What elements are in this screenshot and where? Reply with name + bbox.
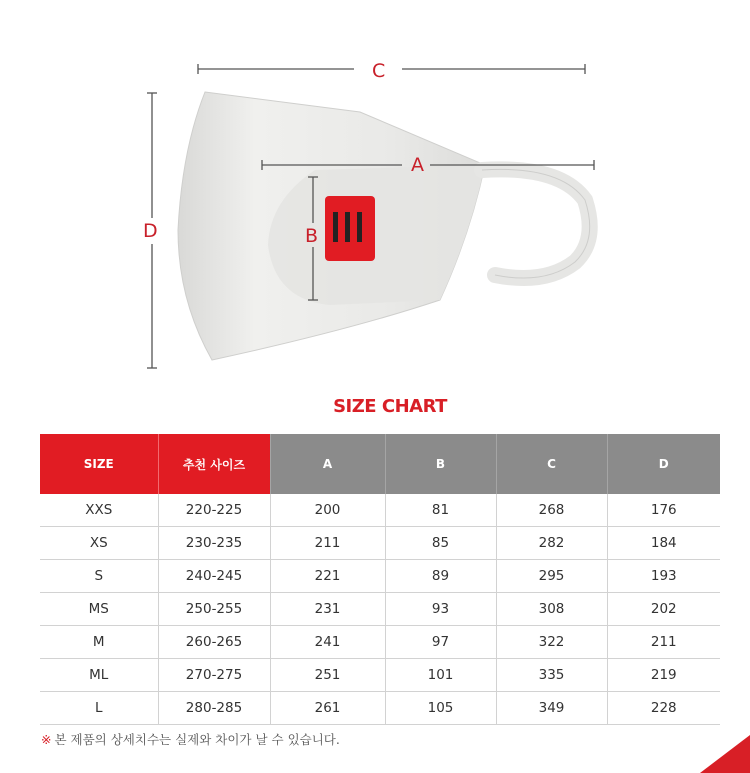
dimension-b-label: B [305,225,319,247]
cell-c: 349 [496,692,607,725]
dimension-c-label: C [372,60,386,82]
cell-c: 322 [496,626,607,659]
cell-recommended-size: 260-265 [158,626,270,659]
cell-d: 228 [607,692,720,725]
size-chart-table [40,434,720,725]
cell-d: 184 [607,527,720,560]
cell-a: 200 [270,494,385,527]
footnote [41,730,340,748]
cell-b: 85 [385,527,496,560]
cell-c: 335 [496,659,607,692]
corner-accent [700,735,750,773]
cell-recommended-size: 220-225 [158,494,270,527]
cell-recommended-size: 270-275 [158,659,270,692]
cell-b: 89 [385,560,496,593]
cell-a: 241 [270,626,385,659]
cell-size: MS [40,593,158,626]
cell-recommended-size: 250-255 [158,593,270,626]
header-d: D [607,434,720,494]
cell-b: 93 [385,593,496,626]
cell-a: 211 [270,527,385,560]
dimension-c-line [198,64,585,74]
cell-d: 176 [607,494,720,527]
table-row [40,560,720,593]
table-row [40,659,720,692]
cell-a: 221 [270,560,385,593]
cell-recommended-size: 240-245 [158,560,270,593]
cell-b: 81 [385,494,496,527]
footnote-text: 본 제품의 상세치수는 실제와 차이가 날 수 있습니다. [54,732,340,747]
cell-a: 261 [270,692,385,725]
dimension-d-label: D [143,220,158,242]
cell-d: 219 [607,659,720,692]
cell-b: 105 [385,692,496,725]
size-chart-title: SIZE CHART [333,396,447,417]
cell-size: ML [40,659,158,692]
cell-size: XXS [40,494,158,527]
cell-size: M [40,626,158,659]
cell-d: 202 [607,593,720,626]
cell-a: 251 [270,659,385,692]
table-header-row [40,434,720,494]
cell-c: 308 [496,593,607,626]
table-row [40,494,720,527]
cell-d: 211 [607,626,720,659]
cell-recommended-size: 280-285 [158,692,270,725]
header-c: C [496,434,607,494]
cell-size: XS [40,527,158,560]
header-b: B [385,434,496,494]
heel-strap [482,169,590,278]
footnote-mark: ※ [41,732,52,747]
table-row [40,527,720,560]
cell-recommended-size: 230-235 [158,527,270,560]
cell-size: L [40,692,158,725]
cell-c: 282 [496,527,607,560]
table-row [40,692,720,725]
header-a: A [270,434,385,494]
table-row [40,593,720,626]
cell-b: 101 [385,659,496,692]
cell-b: 97 [385,626,496,659]
foot-pocket [268,165,485,305]
cell-size: S [40,560,158,593]
cell-d: 193 [607,560,720,593]
header-size: SIZE [40,434,158,494]
dimension-a-label: A [411,154,424,176]
cell-c: 295 [496,560,607,593]
cell-a: 231 [270,593,385,626]
cell-c: 268 [496,494,607,527]
header-recommended-size: 추천 사이즈 [158,434,270,494]
table-row [40,626,720,659]
